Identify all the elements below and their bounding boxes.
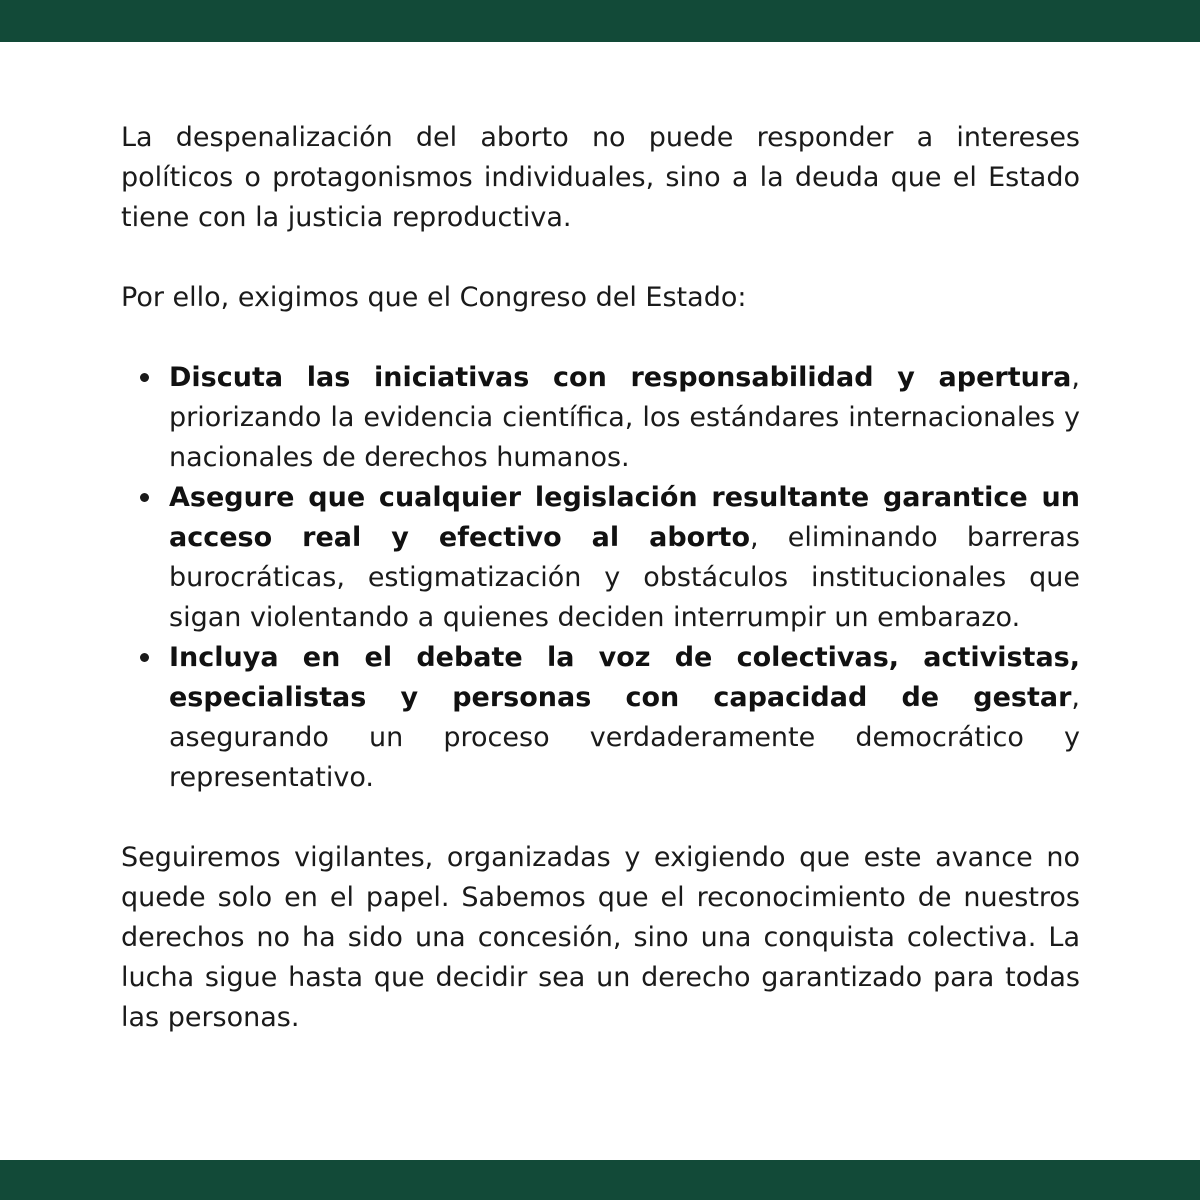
- demand-detail: , asegurando un proceso verdaderamente democrático y representativo.: [169, 682, 1080, 793]
- list-item: [121, 638, 1080, 798]
- spacer: [121, 238, 1080, 278]
- spacer: [121, 318, 1080, 358]
- demand-emphasis: Asegure que cualquier legislación resultante garantice un acceso real y efectivo al aborto: [169, 482, 1080, 553]
- spacer: [121, 798, 1080, 838]
- demands-list: [121, 358, 1080, 798]
- demand-emphasis: Discuta las iniciativas con responsabilidad y apertura: [169, 362, 1072, 393]
- demand-detail: , eliminando barreras burocráticas, estigmatización y obstáculos institucionales que sigan violentando a quienes deciden interrumpir un embarazo.: [169, 522, 1080, 633]
- demand-emphasis: Incluya en el debate la voz de colectivas, activistas, especialistas y personas con capacidad de gestar: [169, 642, 1080, 713]
- bullet-icon: [140, 493, 149, 502]
- bullet-icon: [140, 653, 149, 662]
- list-item: [121, 478, 1080, 638]
- demand-detail: , priorizando la evidencia científica, los estándares internacionales y nacionales de derechos humanos.: [169, 362, 1080, 473]
- top-band: [0, 0, 1200, 42]
- closing-paragraph: Seguiremos vigilantes, organizadas y exigiendo que este avance no quede solo en el papel. Sabemos que el reconocimiento de nuestros derechos no ha sido una concesión, sino una conquista colectiva. La lucha sigue hasta que decidir sea un derecho garantizado para todas las personas.: [121, 842, 1080, 1033]
- bottom-band: [0, 1160, 1200, 1200]
- intro-paragraph: La despenalización del aborto no puede responder a intereses políticos o protagonismos individuales, sino a la deuda que el Estado tiene con la justicia reproductiva.: [121, 122, 1080, 233]
- bullet-icon: [140, 373, 149, 382]
- lead-paragraph: Por ello, exigimos que el Congreso del Estado:: [121, 282, 747, 313]
- list-item: [121, 358, 1080, 478]
- statement-body: [121, 118, 1080, 1038]
